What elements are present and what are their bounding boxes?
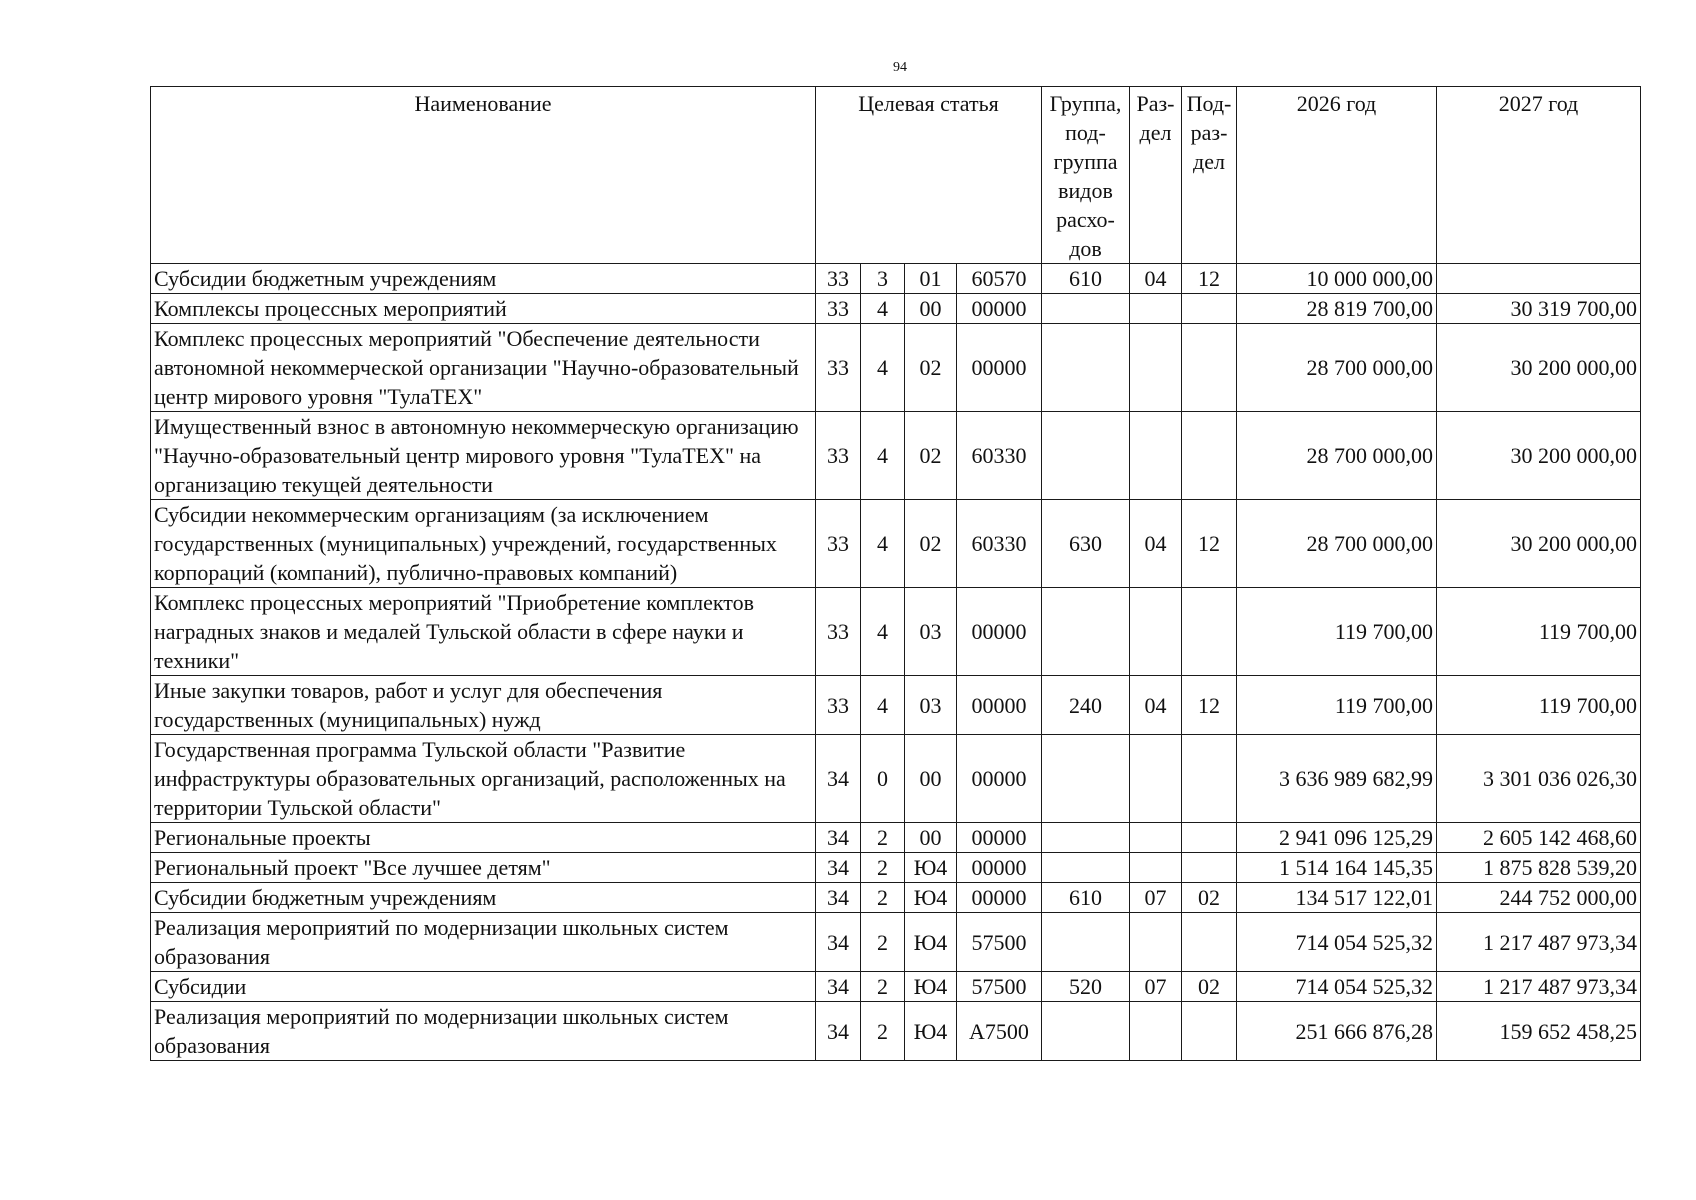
amount-2027 xyxy=(1437,264,1641,294)
amount-2026: 28 700 000,00 xyxy=(1237,500,1437,588)
target-program: 33 xyxy=(816,324,861,412)
amount-2026: 28 700 000,00 xyxy=(1237,324,1437,412)
subsection-code: 02 xyxy=(1182,883,1237,913)
header-2027: 2027 год xyxy=(1437,87,1641,264)
row-name: Региональный проект "Все лучшее детям" xyxy=(151,853,816,883)
section-code: 07 xyxy=(1130,883,1182,913)
target-program: 34 xyxy=(816,883,861,913)
subsection-code: 02 xyxy=(1182,972,1237,1002)
target-direction: 57500 xyxy=(957,913,1042,972)
amount-2027: 30 200 000,00 xyxy=(1437,412,1641,500)
expense-group xyxy=(1042,588,1130,676)
row-name: Иные закупки товаров, работ и услуг для обеспечения государственных (муниципальных) нужд xyxy=(151,676,816,735)
amount-2027: 30 200 000,00 xyxy=(1437,500,1641,588)
expense-group xyxy=(1042,735,1130,823)
table-row xyxy=(151,294,1641,324)
table-row xyxy=(151,264,1641,294)
target-program: 34 xyxy=(816,972,861,1002)
expense-group: 240 xyxy=(1042,676,1130,735)
row-name: Комплекс процессных мероприятий "Приобретение комплектов наградных знаков и медалей Тульской области в сфере науки и техники" xyxy=(151,588,816,676)
target-direction: 00000 xyxy=(957,823,1042,853)
row-name: Субсидии некоммерческим организациям (за исключением государственных (муниципальных) учреждений, государственных корпораций (компаний), публично-правовых компаний) xyxy=(151,500,816,588)
table-row xyxy=(151,735,1641,823)
amount-2026: 28 819 700,00 xyxy=(1237,294,1437,324)
expense-group: 610 xyxy=(1042,883,1130,913)
row-name: Субсидии xyxy=(151,972,816,1002)
target-direction: 57500 xyxy=(957,972,1042,1002)
target-type: 2 xyxy=(861,823,905,853)
subsection-code xyxy=(1182,913,1237,972)
subsection-code: 12 xyxy=(1182,264,1237,294)
target-element: 00 xyxy=(905,294,957,324)
row-name: Реализация мероприятий по модернизации школьных систем образования xyxy=(151,1002,816,1061)
page-number: 94 xyxy=(893,60,907,75)
target-program: 34 xyxy=(816,1002,861,1061)
target-program: 33 xyxy=(816,412,861,500)
section-code: 04 xyxy=(1130,676,1182,735)
section-code: 04 xyxy=(1130,264,1182,294)
section-code xyxy=(1130,853,1182,883)
expense-group: 520 xyxy=(1042,972,1130,1002)
target-direction: А7500 xyxy=(957,1002,1042,1061)
row-name: Имущественный взнос в автономную некоммерческую организацию "Научно-образовательный центр мирового уровня "ТулаТЕХ" на организацию текущей деятельности xyxy=(151,412,816,500)
row-name: Комплекс процессных мероприятий "Обеспечение деятельности автономной некоммерческой организации "Научно-образовательный центр мирового уровня "ТулаТЕХ" xyxy=(151,324,816,412)
target-type: 4 xyxy=(861,324,905,412)
subsection-code xyxy=(1182,412,1237,500)
target-direction: 00000 xyxy=(957,735,1042,823)
target-type: 2 xyxy=(861,883,905,913)
amount-2027: 3 301 036 026,30 xyxy=(1437,735,1641,823)
target-type: 2 xyxy=(861,913,905,972)
target-direction: 60330 xyxy=(957,412,1042,500)
amount-2026: 119 700,00 xyxy=(1237,588,1437,676)
row-name: Государственная программа Тульской области "Развитие инфраструктуры образовательных организаций, расположенных на территории Тульской области" xyxy=(151,735,816,823)
target-type: 4 xyxy=(861,500,905,588)
expense-group xyxy=(1042,324,1130,412)
target-element: 00 xyxy=(905,823,957,853)
expense-group xyxy=(1042,1002,1130,1061)
expense-group xyxy=(1042,823,1130,853)
target-direction: 00000 xyxy=(957,676,1042,735)
amount-2027: 1 875 828 539,20 xyxy=(1437,853,1641,883)
target-program: 34 xyxy=(816,853,861,883)
row-name: Субсидии бюджетным учреждениям xyxy=(151,264,816,294)
budget-table xyxy=(150,86,1641,1061)
amount-2027: 30 200 000,00 xyxy=(1437,324,1641,412)
target-program: 34 xyxy=(816,823,861,853)
section-code: 04 xyxy=(1130,500,1182,588)
target-program: 33 xyxy=(816,294,861,324)
amount-2027: 1 217 487 973,34 xyxy=(1437,913,1641,972)
table-row xyxy=(151,883,1641,913)
amount-2026: 1 514 164 145,35 xyxy=(1237,853,1437,883)
target-type: 2 xyxy=(861,972,905,1002)
expense-group xyxy=(1042,294,1130,324)
amount-2027: 30 319 700,00 xyxy=(1437,294,1641,324)
target-type: 4 xyxy=(861,676,905,735)
header-subsection: Под-раз-дел xyxy=(1182,87,1237,264)
table-row xyxy=(151,823,1641,853)
subsection-code xyxy=(1182,853,1237,883)
section-code xyxy=(1130,823,1182,853)
amount-2026: 28 700 000,00 xyxy=(1237,412,1437,500)
amount-2026: 3 636 989 682,99 xyxy=(1237,735,1437,823)
target-type: 4 xyxy=(861,412,905,500)
subsection-code xyxy=(1182,294,1237,324)
amount-2026: 714 054 525,32 xyxy=(1237,972,1437,1002)
section-code xyxy=(1130,294,1182,324)
target-program: 33 xyxy=(816,264,861,294)
table-row xyxy=(151,500,1641,588)
expense-group: 630 xyxy=(1042,500,1130,588)
section-code: 07 xyxy=(1130,972,1182,1002)
header-target: Целевая статья xyxy=(816,87,1042,264)
target-program: 33 xyxy=(816,588,861,676)
target-direction: 60570 xyxy=(957,264,1042,294)
target-element: Ю4 xyxy=(905,883,957,913)
header-group: Группа, под-группа видов расхо-дов xyxy=(1042,87,1130,264)
table-header-row xyxy=(151,87,1641,264)
amount-2027: 159 652 458,25 xyxy=(1437,1002,1641,1061)
target-type: 2 xyxy=(861,1002,905,1061)
table-row xyxy=(151,913,1641,972)
target-program: 34 xyxy=(816,735,861,823)
row-name: Субсидии бюджетным учреждениям xyxy=(151,883,816,913)
subsection-code xyxy=(1182,588,1237,676)
row-name: Региональные проекты xyxy=(151,823,816,853)
target-element: 02 xyxy=(905,324,957,412)
target-type: 2 xyxy=(861,853,905,883)
expense-group xyxy=(1042,913,1130,972)
subsection-code: 12 xyxy=(1182,676,1237,735)
amount-2026: 251 666 876,28 xyxy=(1237,1002,1437,1061)
header-name: Наименование xyxy=(151,87,816,264)
target-direction: 00000 xyxy=(957,853,1042,883)
amount-2027: 2 605 142 468,60 xyxy=(1437,823,1641,853)
target-element: 02 xyxy=(905,500,957,588)
target-element: Ю4 xyxy=(905,972,957,1002)
row-name: Реализация мероприятий по модернизации школьных систем образования xyxy=(151,913,816,972)
table-row xyxy=(151,853,1641,883)
amount-2026: 10 000 000,00 xyxy=(1237,264,1437,294)
target-element: 03 xyxy=(905,676,957,735)
amount-2026: 134 517 122,01 xyxy=(1237,883,1437,913)
amount-2026: 2 941 096 125,29 xyxy=(1237,823,1437,853)
amount-2027: 119 700,00 xyxy=(1437,588,1641,676)
target-program: 34 xyxy=(816,913,861,972)
amount-2027: 119 700,00 xyxy=(1437,676,1641,735)
table-row xyxy=(151,324,1641,412)
row-name: Комплексы процессных мероприятий xyxy=(151,294,816,324)
target-element: Ю4 xyxy=(905,1002,957,1061)
subsection-code xyxy=(1182,823,1237,853)
target-program: 33 xyxy=(816,500,861,588)
expense-group: 610 xyxy=(1042,264,1130,294)
section-code xyxy=(1130,1002,1182,1061)
subsection-code xyxy=(1182,1002,1237,1061)
target-direction: 00000 xyxy=(957,883,1042,913)
section-code xyxy=(1130,412,1182,500)
target-direction: 60330 xyxy=(957,500,1042,588)
target-direction: 00000 xyxy=(957,588,1042,676)
header-2026: 2026 год xyxy=(1237,87,1437,264)
target-element: 00 xyxy=(905,735,957,823)
header-section: Раз-дел xyxy=(1130,87,1182,264)
section-code xyxy=(1130,324,1182,412)
target-element: Ю4 xyxy=(905,913,957,972)
target-element: 01 xyxy=(905,264,957,294)
target-type: 4 xyxy=(861,588,905,676)
subsection-code: 12 xyxy=(1182,500,1237,588)
table-row xyxy=(151,588,1641,676)
table-row xyxy=(151,412,1641,500)
target-direction: 00000 xyxy=(957,294,1042,324)
amount-2026: 714 054 525,32 xyxy=(1237,913,1437,972)
target-direction: 00000 xyxy=(957,324,1042,412)
target-type: 3 xyxy=(861,264,905,294)
amount-2027: 1 217 487 973,34 xyxy=(1437,972,1641,1002)
subsection-code xyxy=(1182,735,1237,823)
target-element: 02 xyxy=(905,412,957,500)
section-code xyxy=(1130,913,1182,972)
section-code xyxy=(1130,735,1182,823)
target-element: Ю4 xyxy=(905,853,957,883)
subsection-code xyxy=(1182,324,1237,412)
expense-group xyxy=(1042,853,1130,883)
section-code xyxy=(1130,588,1182,676)
table-row xyxy=(151,972,1641,1002)
target-element: 03 xyxy=(905,588,957,676)
amount-2026: 119 700,00 xyxy=(1237,676,1437,735)
target-program: 33 xyxy=(816,676,861,735)
table-row xyxy=(151,676,1641,735)
table-row xyxy=(151,1002,1641,1061)
target-type: 4 xyxy=(861,294,905,324)
amount-2027: 244 752 000,00 xyxy=(1437,883,1641,913)
expense-group xyxy=(1042,412,1130,500)
target-type: 0 xyxy=(861,735,905,823)
